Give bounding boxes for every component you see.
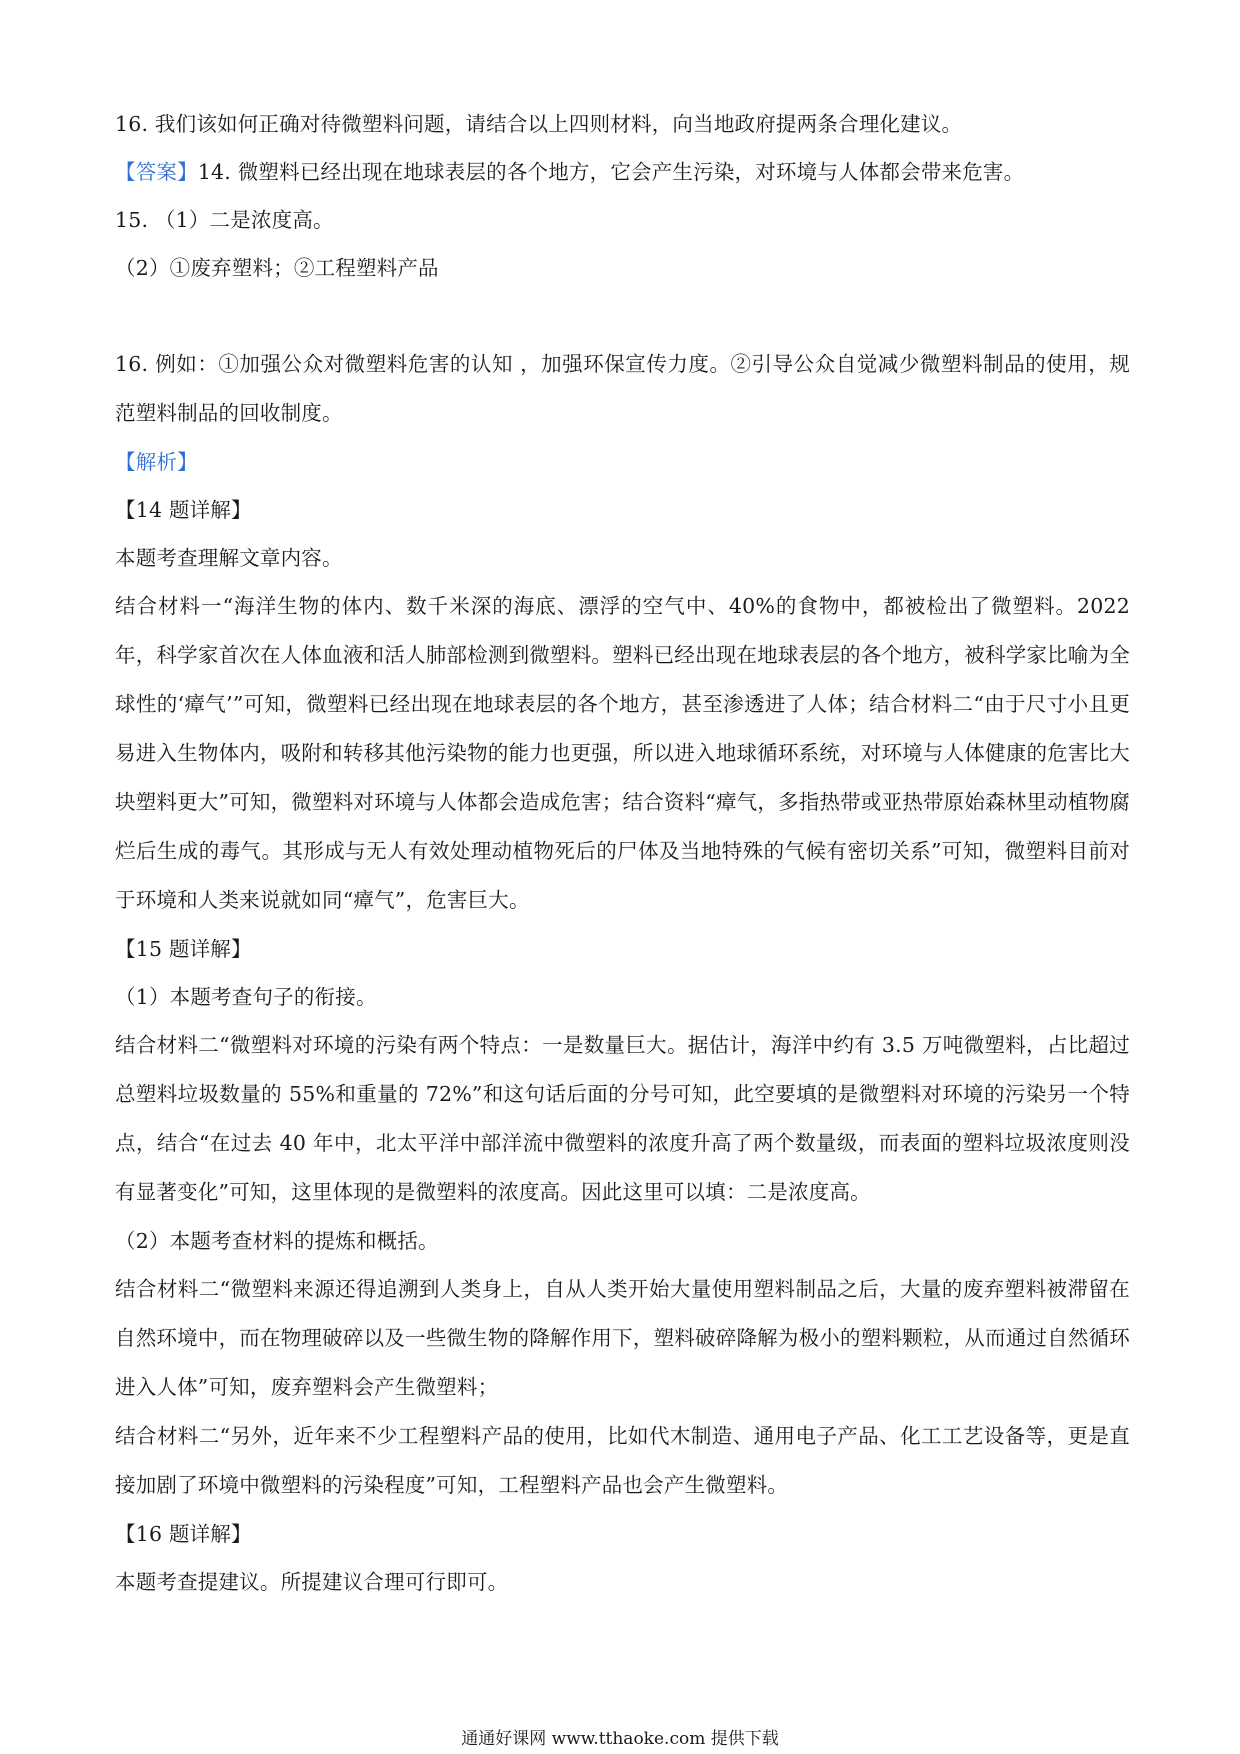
q15-p2-intro: （2）本题考查材料的提炼和概括。 bbox=[115, 1229, 439, 1253]
q15-p2-body2: 结合材料二“另外，近年来不少工程塑料产品的使用，比如代木制造、通用电子产品、化工工艺设备等，更是直接加剧了环境中微塑料的污染程度”可知，工程塑料产品也会产生微塑料。 bbox=[115, 1424, 1130, 1497]
q15-heading: 【15 题详解】 bbox=[115, 937, 252, 961]
footer-source: 通通好课网 www.tthaoke.com 提供下载 bbox=[461, 1729, 779, 1749]
question-16: 16. 我们该如何正确对待微塑料问题，请结合以上四则材料，向当地政府提两条合理化建议。 bbox=[115, 112, 963, 136]
q15-p2-body1: 结合材料二“微塑料来源还得追溯到人类身上，自从人类开始大量使用塑料制品之后，大量的废弃塑料被滞留在自然环境中，而在物理破碎以及一些微生物的降解作用下，塑料破碎降解为极小的塑料颗粒，从而通过自然循环进入人体”可知，废弃塑料会产生微塑料； bbox=[115, 1277, 1130, 1399]
q14-intro: 本题考查理解文章内容。 bbox=[115, 546, 343, 570]
q16-heading: 【16 题详解】 bbox=[115, 1522, 252, 1546]
blank-gap bbox=[115, 292, 1130, 340]
document-page bbox=[115, 100, 1130, 1606]
q14-body: 结合材料一“海洋生物的体内、数千米深的海底、漂浮的空气中、40%的食物中，都被检出了微塑料。2022 年，科学家首次在人体血液和活人肺部检测到微塑料。塑料已经出现在地球表层的各个地方，被科学家比喻为全球性的‘瘴气’”可知，微塑料已经出现在地球表层的各个地方，甚至渗透进了人体；结合材料二“由于尺寸小且更易进入生物体内，吸附和转移其他污染物的能力也更强，所以进入地球循环系统，对环境与人体健康的危害比大块塑料更大”可知，微塑料对环境与人体都会造成危害；结合资料“瘴气，多指热带或亚热带原始森林里动植物腐烂后生成的毒气。其形成与无人有效处理动植物死后的尸体及当地特殊的气候有密切关系”可知，微塑料目前对于环境和人类来说就如同“瘴气”，危害巨大。 bbox=[115, 594, 1130, 912]
analysis-tag-text: 【解析】 bbox=[115, 450, 198, 474]
answer-15-1: 15. （1）二是浓度高。 bbox=[115, 208, 334, 232]
answer-14-line bbox=[115, 148, 1130, 196]
answer-15-2: （2）①废弃塑料；②工程塑料产品 bbox=[115, 256, 439, 280]
analysis-tag bbox=[115, 438, 1130, 486]
answer-tag: 【答案】 bbox=[115, 160, 198, 184]
q15-p1-intro: （1）本题考查句子的衔接。 bbox=[115, 985, 377, 1009]
answer-14: 14. 微塑料已经出现在地球表层的各个地方，它会产生污染，对环境与人体都会带来危害。 bbox=[197, 160, 1025, 184]
answer-16: 16. 例如：①加强公众对微塑料危害的认知 ，加强环保宣传力度。②引导公众自觉减少微塑料制品的使用，规范塑料制品的回收制度。 bbox=[115, 352, 1130, 425]
q14-heading: 【14 题详解】 bbox=[115, 498, 252, 522]
q16-body: 本题考查提建议。所提建议合理可行即可。 bbox=[115, 1570, 509, 1594]
q15-p1-body: 结合材料二“微塑料对环境的污染有两个特点：一是数量巨大。据估计，海洋中约有 3.5 万吨微塑料，占比超过总塑料垃圾数量的 55%和重量的 72%”和这句话后面的分号可知，此空要填的是微塑料对环境的污染另一个特点，结合“在过去 40 年中，北太平洋中部洋流中微塑料的浓度升高了两个数量级，而表面的塑料垃圾浓度则没有显著变化”可知，这里体现的是微塑料的浓度高。因此这里可以填：二是浓度高。 bbox=[115, 1033, 1130, 1204]
